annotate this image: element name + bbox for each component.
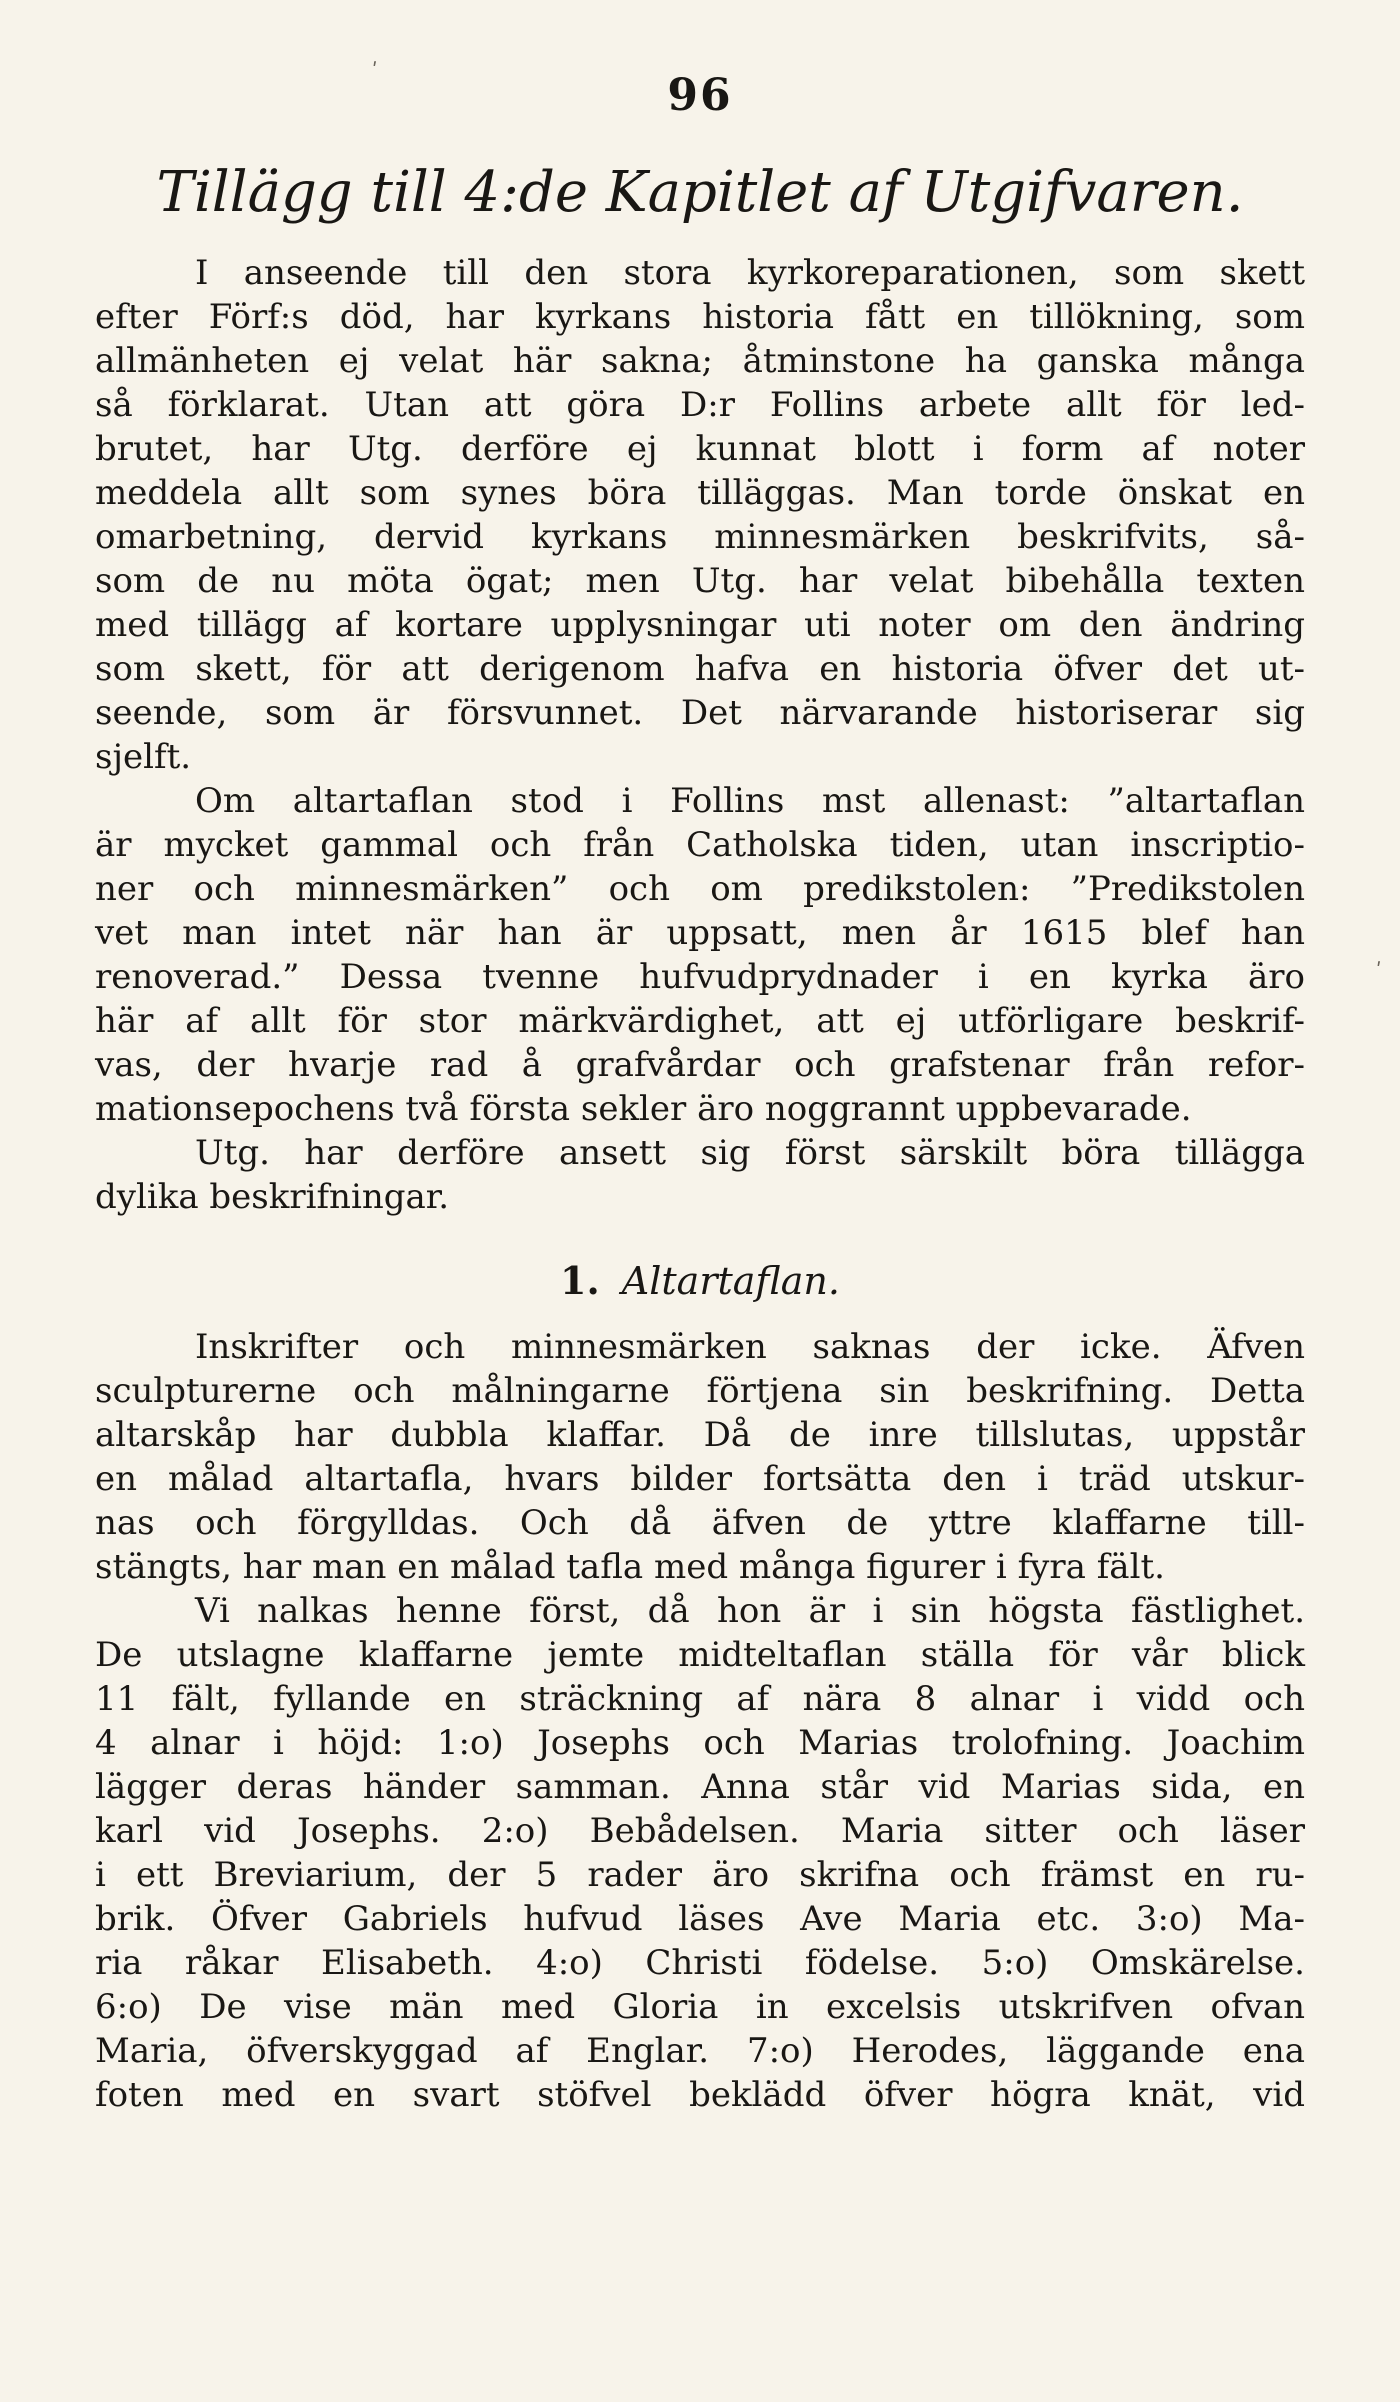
section-heading [95,1255,1305,1307]
text-line: Inskrifter och minnesmärken saknas der icke. Äfven [195,1327,1305,1367]
text-line: omarbetning, dervid kyrkans minnesmärken beskrifvits, så- [95,517,1305,557]
text-line: efter Förf:s död, har kyrkans historia fått en tillökning, som [95,297,1305,337]
text-line: brutet, har Utg. derföre ej kunnat blott i form af noter [95,429,1305,469]
text-line: ria råkar Elisabeth. 4:o) Christi födelse. 5:o) Omskärelse. [95,1943,1305,1983]
section-text [95,1325,1305,2117]
text-line: I anseende till den stora kyrkoreparationen, som skett [195,253,1305,293]
text-line: som skett, för att derigenom hafva en historia öfver det ut- [95,649,1305,689]
text-line: lägger deras händer samman. Anna står vid Marias sida, en [95,1767,1305,1807]
text-line: renoverad.” Dessa tvenne hufvudprydnader i en kyrka äro [95,957,1305,997]
text-line: karl vid Josephs. 2:o) Bebådelsen. Maria sitter och läser [95,1811,1305,1851]
text-line: brik. Öfver Gabriels hufvud läses Ave Maria etc. 3:o) Ma- [95,1899,1305,1939]
section-title: Altartaflan. [621,1259,840,1303]
text-line: vet man intet när han är uppsatt, men år 1615 blef han [95,913,1305,953]
text-line: 6:o) De vise män med Gloria in excelsis utskrifven ofvan [95,1987,1305,2027]
text-line: allmänheten ej velat här sakna; åtminstone ha ganska många [95,341,1305,381]
main-text [95,251,1305,1219]
text-line: De utslagne klaffarne jemte midteltaflan ställa för vår blick [95,1635,1305,1675]
text-line: dylika beskrifningar. [95,1177,450,1217]
stray-mark-top: ʹ [372,58,378,82]
text-line: stängts, har man en målad tafla med många figurer i fyra fält. [95,1547,1165,1587]
text-line: 4 alnar i höjd: 1:o) Josephs och Marias trolofning. Joachim [95,1723,1305,1763]
text-line: seende, som är försvunnet. Det närvarande historiserar sig [95,693,1305,733]
chapter-title: Tillägg till 4:de Kapitlet af Utgifvaren. [156,160,1244,225]
page-number: 96 [667,70,733,121]
text-line: så förklarat. Utan att göra D:r Follins arbete allt för led- [95,385,1305,425]
text-line: 11 fält, fyllande en sträckning af nära 8 alnar i vidd och [95,1679,1305,1719]
text-line: Utg. har derföre ansett sig först särskilt böra tillägga [195,1133,1305,1173]
text-line: altarskåp har dubbla klaffar. Då de inre tillslutas, uppstår [95,1415,1305,1455]
text-line: här af allt för stor märkvärdighet, att ej utförligare beskrif- [95,1001,1305,1041]
text-line: ner och minnesmärken” och om predikstolen: ”Predikstolen [95,869,1305,909]
text-line: som de nu möta ögat; men Utg. har velat bibehålla texten [95,561,1305,601]
text-line: är mycket gammal och från Catholska tiden, utan inscriptio- [95,825,1305,865]
text-line: nas och förgylldas. Och då äfven de yttre klaffarne till- [95,1503,1305,1543]
text-line: med tillägg af kortare upplysningar uti noter om den ändring [95,605,1305,645]
stray-mark-right: ʹ [1376,958,1382,982]
text-line: mationsepochens två första sekler äro noggrannt uppbevarade. [95,1089,1192,1129]
text-line: sculpturerne och målningarne förtjena sin beskrifning. Detta [95,1371,1305,1411]
text-line: foten med en svart stöfvel beklädd öfver högra knät, vid [95,2075,1305,2115]
text-line: vas, der hvarje rad å grafvårdar och grafstenar från refor- [95,1045,1305,1085]
text-line: Om altartaflan stod i Follins mst allenast: ”altartaflan [195,781,1305,821]
text-line: i ett Breviarium, der 5 rader äro skrifna och främst en ru- [95,1855,1305,1895]
text-line: meddela allt som synes böra tilläggas. Man torde önskat en [95,473,1305,513]
text-line: en målad altartafla, hvars bilder fortsätta den i träd utskur- [95,1459,1305,1499]
text-line: sjelft. [95,737,192,777]
book-page [95,70,1305,2117]
text-line: Maria, öfverskyggad af Englar. 7:o) Herodes, läggande ena [95,2031,1305,2071]
section-number: 1. [560,1258,600,1303]
text-line: Vi nalkas henne först, då hon är i sin högsta fästlighet. [195,1591,1305,1631]
